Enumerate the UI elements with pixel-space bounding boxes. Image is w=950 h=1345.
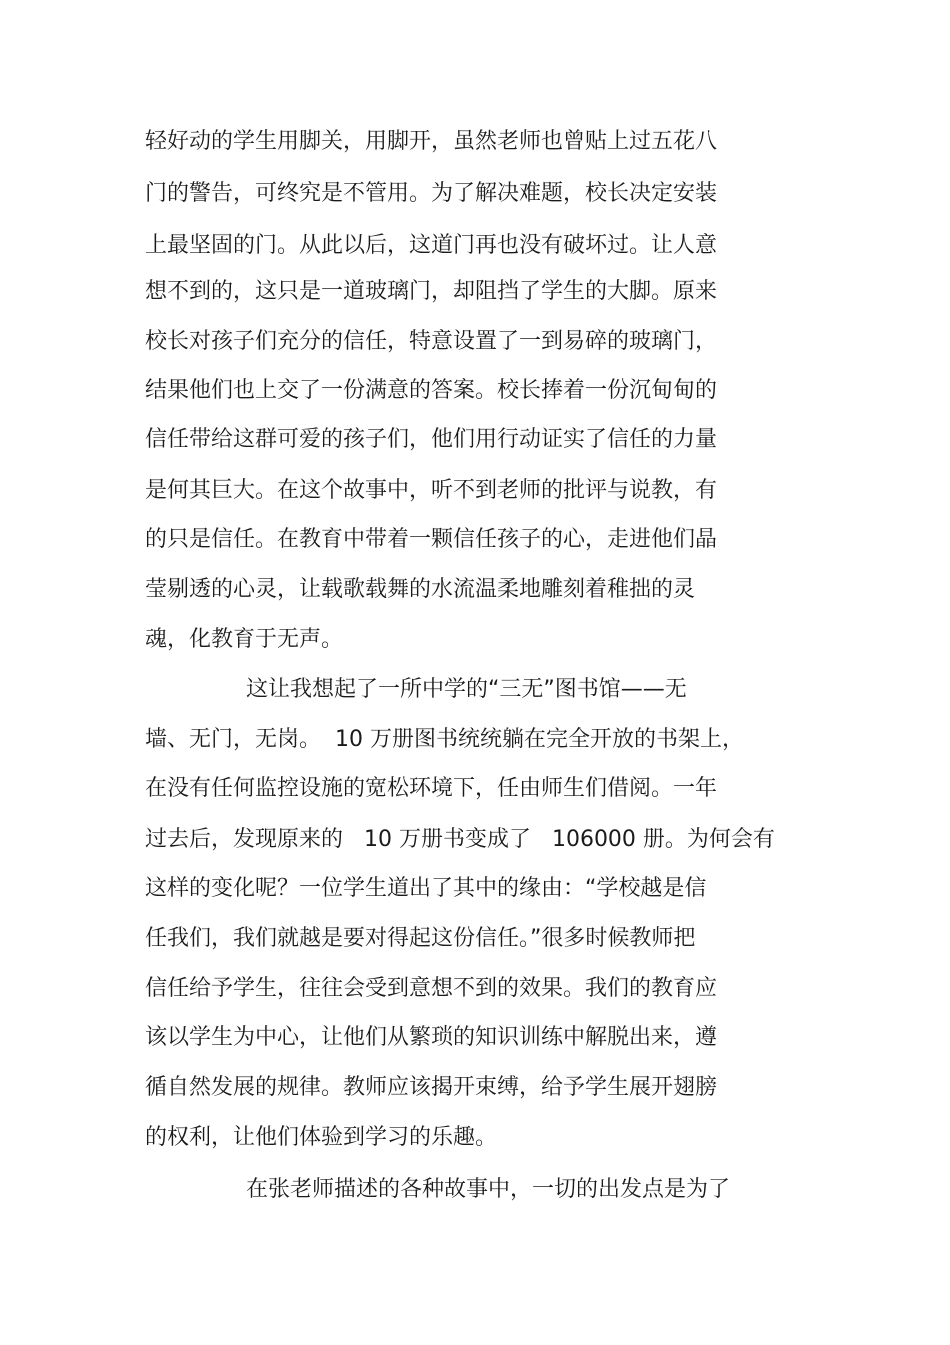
text-line: 校长对孩子们充分的信任，特意设置了一到易碎的玻璃门，: [145, 329, 718, 354]
text-line: 信任给予学生，往往会受到意想不到的效果。我们的教育应: [145, 976, 718, 1001]
text-line: 这样的变化呢？一位学生道出了其中的缘由：“学校越是信: [145, 876, 707, 901]
text-line: 魂，化教育于无声。: [145, 627, 344, 652]
text-line: 墙、无门，无岗。 10 万册图书统统躺在完全开放的书架上，: [145, 727, 744, 752]
text-line: 信任带给这群可爱的孩子们，他们用行动证实了信任的力量: [145, 427, 718, 452]
text-line: 上最坚固的门。从此以后，这道门再也没有破坏过。让人意: [145, 233, 718, 258]
paragraph-first-line: 在张老师描述的各种故事中，一切的出发点是为了: [246, 1177, 731, 1202]
text-line: 的权利，让他们体验到学习的乐趣。: [145, 1125, 498, 1150]
text-line: 的只是信任。在教育中带着一颗信任孩子的心，走进他们晶: [145, 527, 718, 552]
text-line: 任我们，我们就越是要对得起这份信任。”很多时候教师把: [145, 926, 696, 951]
text-line: 循自然发展的规律。教师应该揭开束缚，给予学生展开翅膀: [145, 1075, 718, 1100]
text-line: 轻好动的学生用脚关，用脚开，虽然老师也曾贴上过五花八: [145, 129, 718, 154]
paragraph-first-line: 这让我想起了一所中学的“三无”图书馆——无: [246, 677, 687, 702]
text-line: 是何其巨大。在这个故事中，听不到老师的批评与说教，有: [145, 478, 718, 503]
text-line: 莹剔透的心灵，让载歌载舞的水流温柔地雕刻着稚拙的灵: [145, 577, 696, 602]
text-line: 过去后，发现原来的 10 万册书变成了 106000 册。为何会有: [145, 827, 775, 852]
text-line: 想不到的，这只是一道玻璃门，却阻挡了学生的大脚。原来: [145, 279, 718, 304]
text-line: 该以学生为中心，让他们从繁琐的知识训练中解脱出来，遵: [145, 1025, 718, 1050]
text-line: 在没有任何监控设施的宽松环境下，任由师生们借阅。一年: [145, 776, 718, 801]
text-line: 结果他们也上交了一份满意的答案。校长捧着一份沉甸甸的: [145, 378, 718, 403]
text-line: 门的警告，可终究是不管用。为了解决难题，校长决定安装: [145, 181, 718, 206]
